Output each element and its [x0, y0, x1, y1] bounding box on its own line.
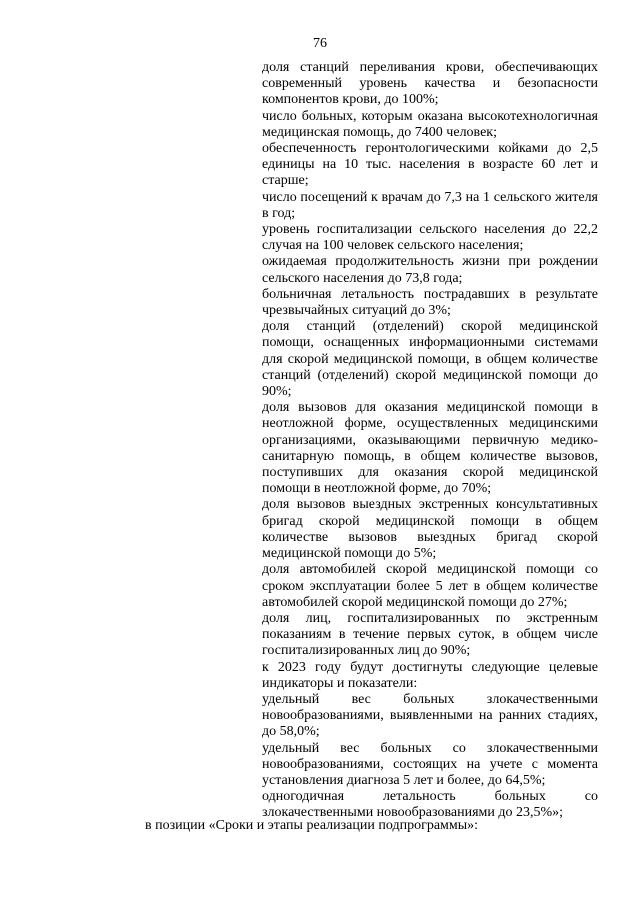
list-item: доля вызовов выездных экстренных консультативных бригад скорой медицинской помощи в общем количестве вызовов выездных бригад скорой медицинской помощи до 5%;: [262, 497, 598, 562]
page-number: 76: [313, 36, 327, 51]
list-item: обеспеченность геронтологическими койками до 2,5 единицы на 10 тыс. населения в возрасте 60 лет и старше;: [262, 141, 598, 189]
list-item: число посещений к врачам до 7,3 на 1 сельского жителя в год;: [262, 189, 598, 221]
list-item: ожидаемая продолжительность жизни при рождении сельского населения до 73,8 года;: [262, 254, 598, 286]
list-item: доля автомобилей скорой медицинской помощи со сроком эксплуатации более 5 лет в общем количестве автомобилей скорой медицинской помощи до 27%;: [262, 562, 598, 610]
list-item: уровень госпитализации сельского населения до 22,2 случая на 100 человек сельского населения;: [262, 222, 598, 254]
list-item: к 2023 году будут достигнуты следующие целевые индикаторы и показатели:: [262, 659, 598, 691]
list-item: удельный вес больных со злокачественными новообразованиями, состоящих на учете с момента установления диагноза 5 лет и более, до 64,5%;: [262, 740, 598, 788]
list-item: удельный вес больных злокачественными новообразованиями, выявленными на ранних стадиях, до 58,0%;: [262, 691, 598, 740]
section-intro-text: в позиции «Сроки и этапы реализации подпрограммы»:: [145, 818, 479, 833]
list-item: больничная летальность пострадавших в результате чрезвычайных ситуаций до 3%;: [262, 286, 598, 319]
list-item: доля лиц, госпитализированных по экстренным показаниям в течение первых суток, в общем числе госпитализированных лиц до 90%;: [262, 610, 598, 659]
list-item: число больных, которым оказана высокотехнологичная медицинская помощь, до 7400 человек;: [262, 108, 598, 140]
list-item: доля станций (отделений) скорой медицинской помощи, оснащенных информационными системами для скорой медицинской помощи, в общем количестве станций (отделений) скорой медицинской помощи до 90%;: [262, 319, 598, 400]
list-item: одногодичная летальность больных со злокачественными новообразованиями до 23,5%»;: [262, 789, 598, 821]
indicator-list: [262, 60, 598, 822]
list-item: доля станций переливания крови, обеспечивающих современный уровень качества и безопасности компонентов крови, до 100%;: [262, 60, 598, 108]
list-item: доля вызовов для оказания медицинской помощи в неотложной форме, осуществленных медицинскими организациями, оказывающими первичную медико-санитарную помощь, в общем количестве вызовов, поступивших для оказания скорой медицинской помощи в неотложной форме, до 70%;: [262, 400, 598, 497]
